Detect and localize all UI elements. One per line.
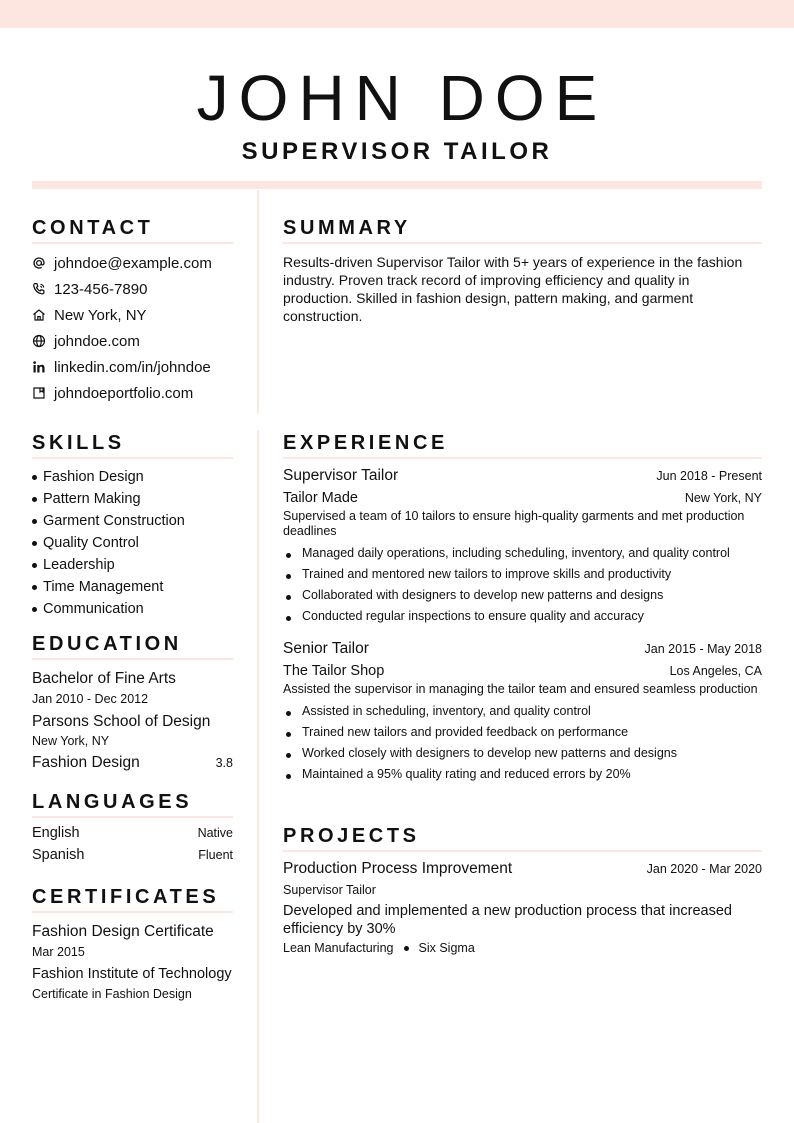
contact-email[interactable] <box>32 250 233 276</box>
portfolio-icon <box>32 386 46 400</box>
bullet-dot <box>32 585 37 590</box>
contact-linkedin[interactable] <box>32 354 233 380</box>
contact-linkedin-text: linkedin.com/in/johndoe <box>54 358 211 376</box>
experience-company-row <box>283 490 762 506</box>
contact-website[interactable] <box>32 328 233 354</box>
bullet-dot <box>32 475 37 480</box>
language-level: Native <box>197 826 233 840</box>
project-dates: Jan 2020 - Mar 2020 <box>646 862 762 876</box>
job-bullet-text: Maintained a 95% quality rating and reduced errors by 20% <box>302 767 631 781</box>
education-degree: Bachelor of Fine Arts <box>32 670 176 687</box>
skill-label: Communication <box>43 601 144 617</box>
experience-title-row <box>283 639 762 659</box>
certificates-section <box>32 885 233 1002</box>
bullet-dot <box>286 616 291 621</box>
at-icon <box>32 256 46 270</box>
language-name: English <box>32 825 80 841</box>
header-divider <box>32 181 762 189</box>
contact-location <box>32 302 233 328</box>
summary-section <box>283 216 762 325</box>
skill-label: Fashion Design <box>43 469 144 485</box>
contact-phone-text: 123-456-7890 <box>54 280 148 298</box>
skill-item <box>32 532 233 554</box>
project-tag: Six Sigma <box>418 941 475 955</box>
contact-email-text: johndoe@example.com <box>54 254 212 272</box>
job-bullet <box>283 543 762 564</box>
top-accent-band <box>0 0 794 28</box>
bullet-dot <box>286 732 291 737</box>
job-bullet <box>283 564 762 585</box>
experience-entry <box>283 466 762 627</box>
languages-section <box>32 790 233 869</box>
candidate-role: SUPERVISOR TAILOR <box>241 138 553 165</box>
contact-portfolio[interactable] <box>32 380 233 406</box>
skill-label: Pattern Making <box>43 491 141 507</box>
education-dates: Jan 2010 - Dec 2012 <box>32 692 149 706</box>
globe-icon <box>32 334 46 348</box>
education-gpa: 3.8 <box>215 756 233 770</box>
job-bullet-text: Managed daily operations, including scheduling, inventory, and quality control <box>302 546 730 560</box>
contact-location-text: New York, NY <box>54 306 147 324</box>
projects-section <box>283 824 762 955</box>
bullet-dot <box>32 541 37 546</box>
education-heading: EDUCATION <box>32 632 233 660</box>
education-field-row <box>32 753 233 773</box>
job-bullet <box>283 743 762 764</box>
skill-label: Time Management <box>43 579 164 595</box>
contact-portfolio-text: johndoeportfolio.com <box>54 384 194 402</box>
column-divider-bottom <box>257 430 259 1123</box>
contact-heading: CONTACT <box>32 216 233 244</box>
skill-label: Quality Control <box>43 535 139 551</box>
skill-label: Garment Construction <box>43 513 185 529</box>
certificate-date: Mar 2015 <box>32 945 85 959</box>
language-level: Fluent <box>198 848 233 862</box>
project-description: Developed and implemented a new production process that increased efficiency by 30% <box>283 903 732 937</box>
job-dates: Jun 2018 - Present <box>656 469 762 483</box>
skill-item <box>32 576 233 598</box>
skills-heading: SKILLS <box>32 431 233 459</box>
summary-heading: SUMMARY <box>283 216 762 244</box>
job-company: Tailor Made <box>283 490 358 506</box>
job-bullet <box>283 722 762 743</box>
contact-phone[interactable] <box>32 276 233 302</box>
job-description: Supervised a team of 10 tailors to ensure high-quality garments and met production deadlines <box>283 509 745 538</box>
projects-heading: PROJECTS <box>283 824 762 852</box>
job-bullet-text: Trained and mentored new tailors to improve skills and productivity <box>302 567 672 581</box>
certificate-name: Fashion Design Certificate <box>32 923 214 940</box>
bullet-dot <box>32 563 37 568</box>
job-position: Supervisor Tailor <box>283 467 399 484</box>
bullet-dot <box>286 711 291 716</box>
project-entry <box>283 859 762 955</box>
experience-title-row <box>283 466 762 486</box>
certificates-heading: CERTIFICATES <box>32 885 233 913</box>
job-bullets <box>283 543 762 627</box>
job-description: Assisted the supervisor in managing the tailor team and ensured seamless production <box>283 682 758 696</box>
bullet-dot <box>286 553 291 558</box>
bullet-dot <box>286 774 291 779</box>
skill-item <box>32 510 233 532</box>
contact-website-text: johndoe.com <box>54 332 140 350</box>
bullet-dot <box>32 519 37 524</box>
project-title-row <box>283 859 762 879</box>
job-position: Senior Tailor <box>283 640 369 657</box>
job-dates: Jan 2015 - May 2018 <box>644 642 762 656</box>
linkedin-icon <box>32 360 46 374</box>
job-location: New York, NY <box>684 491 762 505</box>
education-location: New York, NY <box>32 734 110 748</box>
home-icon <box>32 308 46 322</box>
project-role: Supervisor Tailor <box>283 883 376 897</box>
language-row <box>32 847 233 869</box>
job-bullet <box>283 606 762 627</box>
experience-heading: EXPERIENCE <box>283 431 762 459</box>
job-location: Los Angeles, CA <box>669 664 762 678</box>
job-bullet <box>283 701 762 722</box>
certificate-issuer: Fashion Institute of Technology <box>32 966 232 982</box>
language-name: Spanish <box>32 847 85 863</box>
education-field: Fashion Design <box>32 754 140 771</box>
job-bullet-text: Trained new tailors and provided feedback on performance <box>302 725 629 739</box>
summary-text: Results-driven Supervisor Tailor with 5+ years of experience in the fashion industry. Proven track record of improving efficiency and quality in production. Skilled in fashion design, pattern making, and garment construction. <box>283 254 743 324</box>
phone-icon <box>32 282 46 296</box>
job-bullet-text: Worked closely with designers to develop new patterns and designs <box>302 746 677 760</box>
bullet-dot <box>32 607 37 612</box>
job-bullet-text: Collaborated with designers to develop new patterns and designs <box>302 588 664 602</box>
skills-section <box>32 431 233 620</box>
education-section <box>32 632 233 773</box>
column-divider-top <box>257 190 259 413</box>
candidate-name: JOHN DOE <box>196 62 608 134</box>
job-bullets <box>283 701 762 785</box>
languages-heading: LANGUAGES <box>32 790 233 818</box>
job-company: The Tailor Shop <box>283 663 385 679</box>
language-row <box>32 825 233 847</box>
job-bullet-text: Conducted regular inspections to ensure quality and accuracy <box>302 609 644 623</box>
contact-section <box>32 216 233 406</box>
skill-item <box>32 466 233 488</box>
project-name: Production Process Improvement <box>283 860 513 877</box>
bullet-dot <box>286 574 291 579</box>
skill-label: Leadership <box>43 557 115 573</box>
tag-separator <box>404 946 409 951</box>
certificate-detail: Certificate in Fashion Design <box>32 987 192 1001</box>
project-tags <box>283 941 762 955</box>
bullet-dot <box>32 497 37 502</box>
experience-entry <box>283 639 762 785</box>
skill-item <box>32 488 233 510</box>
job-bullet <box>283 585 762 606</box>
experience-company-row <box>283 663 762 679</box>
project-tag: Lean Manufacturing <box>283 941 394 955</box>
skill-item <box>32 598 233 620</box>
bullet-dot <box>286 753 291 758</box>
experience-section <box>283 431 762 785</box>
skill-item <box>32 554 233 576</box>
education-school: Parsons School of Design <box>32 713 211 730</box>
bullet-dot <box>286 595 291 600</box>
job-bullet-text: Assisted in scheduling, inventory, and quality control <box>302 704 591 718</box>
job-bullet <box>283 764 762 785</box>
